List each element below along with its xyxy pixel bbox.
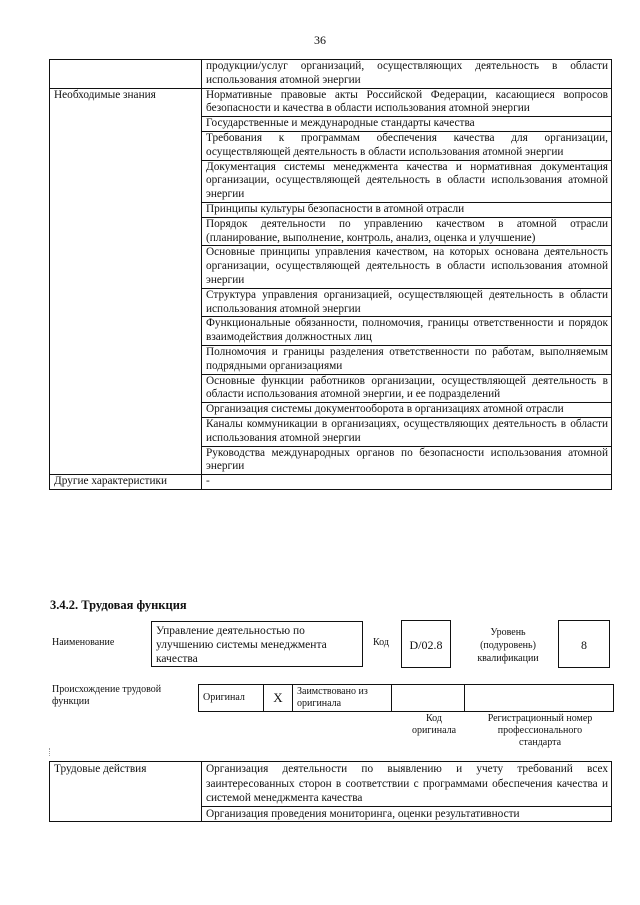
section-heading: 3.4.2. Трудовая функция <box>50 598 187 612</box>
registration-number-cell <box>465 685 614 712</box>
qualification-level-box: 8 <box>558 620 610 668</box>
continuation-cell: продукции/услуг организаций, осуществляющих деятельность в области использования атомной энергии <box>202 60 612 89</box>
knowledge-item: Принципы культуры безопасности в атомной отрасли <box>202 202 612 217</box>
labor-action-item: Организация деятельности по выявлению и учету требований всех заинтересованных сторон в соответствии с программами обеспечения качества и системой менеджмента качества <box>202 762 612 807</box>
knowledge-item: Основные принципы управления качеством, на которых основана деятельность организации, осуществляющей деятельность в области использования атомной энергии <box>202 246 612 288</box>
knowledge-item: Каналы коммуникации в организациях, осуществляющих деятельность в области использования атомной энергии <box>202 417 612 446</box>
table-row <box>50 762 612 807</box>
original-code-cell <box>392 685 465 712</box>
labor-actions-label: Трудовые действия <box>50 762 202 822</box>
origin-label: Происхождение трудовой функции <box>52 684 162 707</box>
empty-label-cell <box>50 60 202 89</box>
function-name-box: Управление деятельностью по улучшению системы менеджмента качества <box>151 621 363 667</box>
table-row <box>50 60 612 89</box>
knowledge-item: Государственные и международные стандарты качества <box>202 117 612 132</box>
code-label: Код <box>373 637 389 648</box>
labor-actions-table <box>49 761 612 822</box>
original-label: Оригинал <box>199 685 264 712</box>
table-row <box>50 88 612 117</box>
knowledge-item: Структура управления организацией, осуществляющей деятельность в области использования атомной энергии <box>202 288 612 317</box>
other-characteristics-label: Другие характеристики <box>50 475 202 490</box>
labor-action-item: Организация проведения мониторинга, оценки результативности <box>202 806 612 822</box>
other-characteristics-value: - <box>202 475 612 490</box>
knowledge-table <box>49 59 612 490</box>
qualification-level-label: Уровень (подуровень) квалификации <box>477 627 539 664</box>
page-number: 36 <box>314 33 326 47</box>
registration-caption: Регистрационный номер профессионального стандарта <box>487 713 593 748</box>
borrowed-label: Заимствовано из оригинала <box>293 685 392 712</box>
origin-table <box>198 684 614 712</box>
knowledge-item: Организация системы документооборота в организациях атомной отрасли <box>202 403 612 418</box>
divider <box>49 748 51 756</box>
knowledge-item: Порядок деятельности по управлению качеством в атомной отрасли (планирование, выполнение, контроль, анализ, оценка и улучшение) <box>202 217 612 246</box>
name-label: Наименование <box>52 637 115 648</box>
original-mark: X <box>264 685 293 712</box>
knowledge-item: Руководства международных органов по безопасности использования атомной энергии <box>202 446 612 475</box>
knowledge-item: Основные функции работников организации, осуществляющей деятельность в области использования атомной энергии, и ее подразделений <box>202 374 612 403</box>
knowledge-item: Функциональные обязанности, полномочия, границы ответственности и порядок взаимодействия должностных лиц <box>202 317 612 346</box>
function-code-box: D/02.8 <box>401 620 451 668</box>
knowledge-item: Документация системы менеджмента качества и нормативная документация организации, осуществляющей деятельность в области использования атомной энергии <box>202 160 612 202</box>
table-row <box>50 475 612 490</box>
knowledge-item: Нормативные правовые акты Российской Федерации, касающиеся вопросов безопасности и качества в области использования атомной энергии <box>202 88 612 117</box>
knowledge-label-cell: Необходимые знания <box>50 88 202 475</box>
knowledge-item: Полномочия и границы разделения ответственности по работам, выполняемым подрядными организациями <box>202 345 612 374</box>
code-origin-caption: Код оригинала <box>411 713 457 736</box>
knowledge-item: Требования к программам обеспечения качества для организации, осуществляющей деятельность в области использования атомной энергии <box>202 131 612 160</box>
